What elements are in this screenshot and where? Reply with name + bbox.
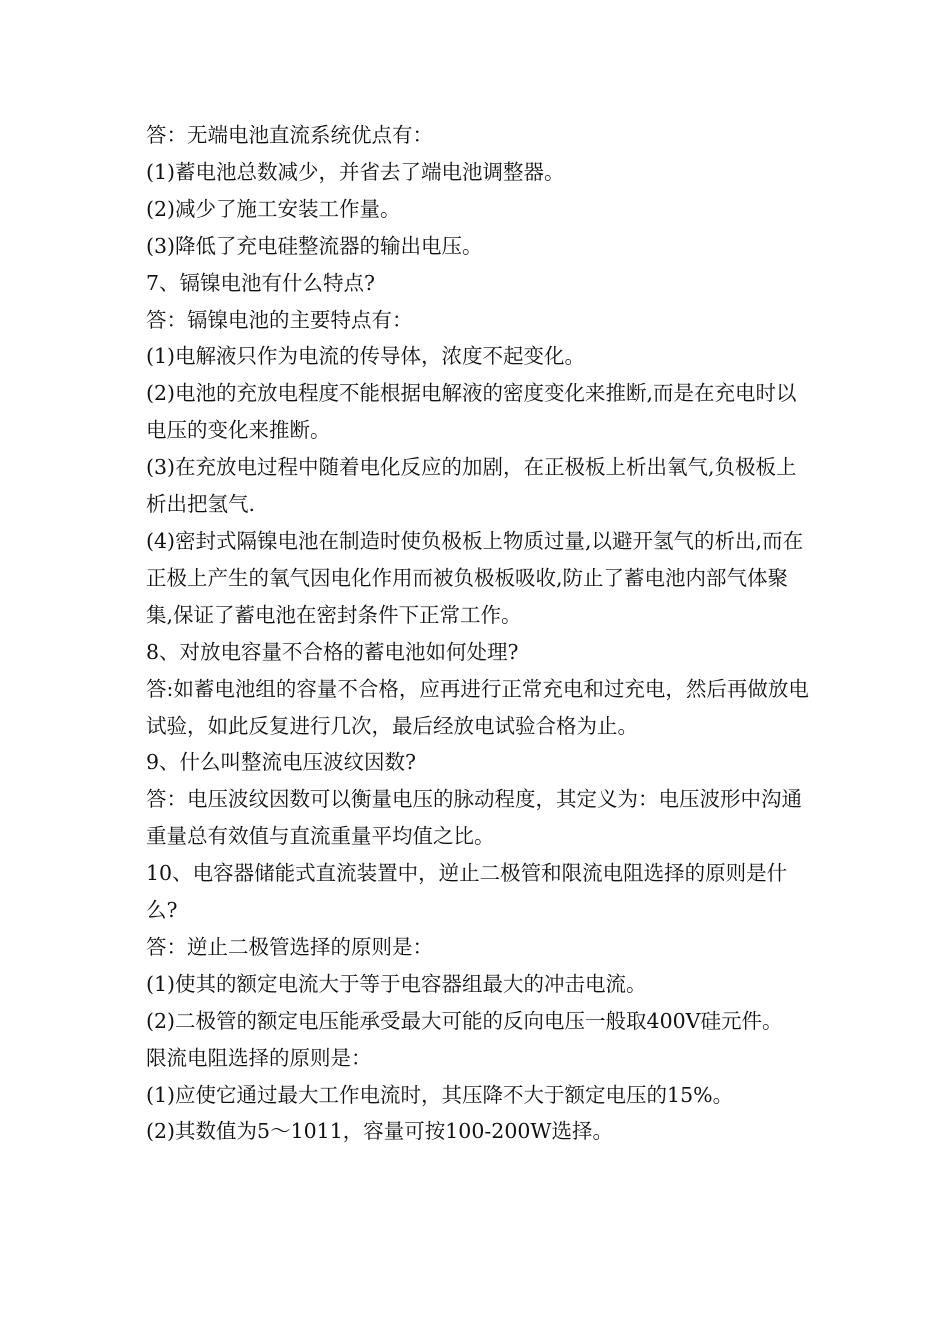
answer-line: 答：无端电池直流系统优点有： xyxy=(146,123,433,147)
answer-line: 答：逆止二极管选择的原则是： xyxy=(146,934,433,959)
answer-item: (1)使其的额定电流大于等于电容器组最大的冲击电流。 xyxy=(146,971,647,996)
answer-item: (3)降低了充电硅整流器的输出电压。 xyxy=(146,233,483,258)
answer-item: (2)减少了施工安装工作量。 xyxy=(146,196,401,221)
document-body xyxy=(146,117,810,1150)
answer-line: 答：镉镍电池的主要特点有： xyxy=(146,307,413,332)
answer-item: (4)密封式隔镍电池在制造时使负极板上物质过量,以避开氢气的析出,而在正极上产生的氧气因电化作用而被负极板吸收,防止了蓄电池内部气体聚集,保证了蓄电池在密封条件下正常工作。 xyxy=(146,528,804,627)
answer-line: 答：电压波纹因数可以衡量电压的脉动程度，其定义为：电压波形中沟通重量总有效值与直流重量平均值之比。 xyxy=(146,787,802,849)
answer-line: 限流电阻选择的原则是： xyxy=(146,1045,372,1070)
answer-item: (2)其数值为5～1011，容量可按100-200W选择。 xyxy=(146,1119,614,1144)
question-heading: 10、电容器储能式直流装置中，逆止二极管和限流电阻选择的原则是什么? xyxy=(146,861,788,923)
question-heading: 7、镉镍电池有什么特点? xyxy=(146,270,376,295)
answer-item: (1)电解液只作为电流的传导体，浓度不起变化。 xyxy=(146,344,586,369)
answer-item: (2)二极管的额定电压能承受最大可能的反向电压一般取400V硅元件。 xyxy=(146,1008,783,1033)
question-heading: 8、对放电容量不合格的蓄电池如何处理? xyxy=(146,639,519,664)
answer-item: (2)电池的充放电程度不能根据电解液的密度变化来推断,而是在充电时以电压的变化来推断。 xyxy=(146,381,797,443)
answer-line: 答:如蓄电池组的容量不合格，应再进行正常充电和过充电，然后再做放电试验，如此反复进行几次，最后经放电试验合格为止。 xyxy=(146,676,809,738)
answer-item: (1)蓄电池总数减少，并省去了端电池调整器。 xyxy=(146,159,565,184)
answer-item: (3)在充放电过程中随着电化反应的加剧，在正极板上析出氧气,负极板上析出把氢气. xyxy=(146,455,797,517)
answer-item: (1)应使它通过最大工作电流时，其压降不大于额定电压的15%。 xyxy=(146,1082,734,1107)
question-heading: 9、什么叫整流电压波纹因数? xyxy=(146,750,417,775)
